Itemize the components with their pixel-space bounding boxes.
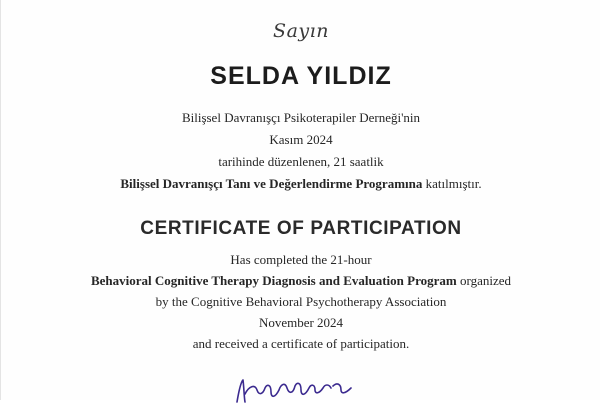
turkish-program-name: Bilişsel Davranışçı Tanı ve Değerlendirme Programına [120,176,423,191]
turkish-line-duration: tarihinde düzenlenen, 21 saatlik [218,154,384,169]
certificate-title: CERTIFICATE OF PARTICIPATION [140,218,462,239]
signature-stroke [237,380,351,402]
turkish-line-suffix: katılmıştır. [422,176,482,191]
english-line-date: November 2024 [258,315,344,330]
turkish-line-association: Bilişsel Davranışçı Psikoterapiler Derneği'nin [181,110,421,125]
english-line-received: and received a certificate of participation. [192,336,410,351]
greeting: Sayın [273,20,329,42]
english-line-completed: Has completed the 21-hour [230,252,372,267]
english-line-suffix: organized [456,273,511,288]
english-line-program [1,273,600,289]
turkish-line-program [1,176,600,192]
recipient-name: SELDA YILDIZ [210,62,392,90]
turkish-line-date: Kasım 2024 [269,132,333,147]
english-line-association: by the Cognitive Behavioral Psychotherapy Association [155,294,447,309]
english-program-name: Behavioral Cognitive Therapy Diagnosis and Evaluation Program [90,273,457,288]
signature [229,372,369,404]
